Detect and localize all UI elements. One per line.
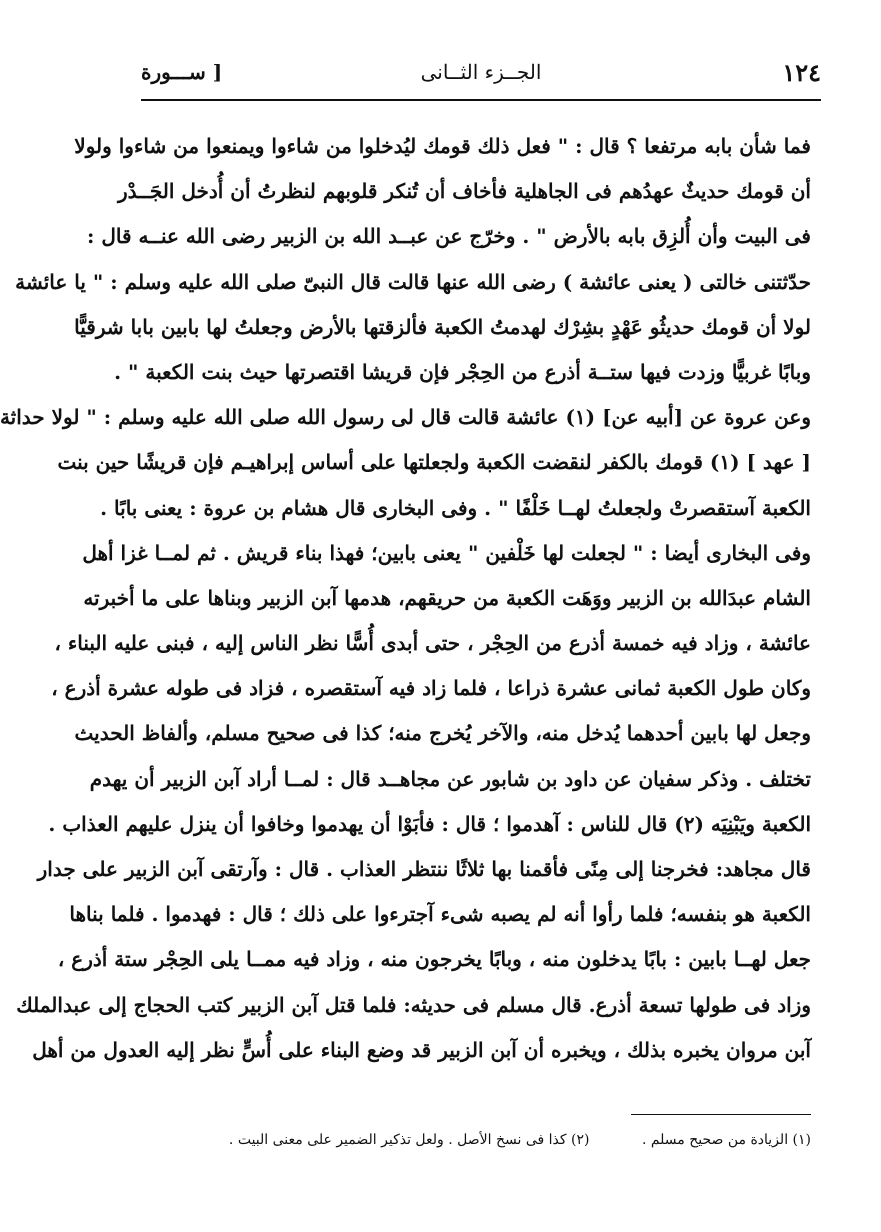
text-line: وكان طول الكعبة ثمانى عشرة ذراعا ، فلما زاد فيه آستقصره ، فزاد فى طوله عشرة أذرع ، [51,676,811,701]
text-line: أن قومك حديثٌ عهدُهم فى الجاهلية فأخاف أن تُنكر قلوبهم لنظرتُ أن أُدخل الجَــدْر [117,179,811,204]
surah-label: [ ســـورة [141,60,223,84]
text-line: الكعبة ويَبْنِيَه (٢) قال للناس : آهدموا ؛ قال : فأبَوْا أن يهدموا وخافوا أن ينزل عليهم العذاب . [48,811,811,836]
text-line: جعل لهــا بابين : بابًا يدخلون منه ، وبابًا يخرجون منه ، وزاد فيه ممــا يلى الحِجْر ستة أذرع ، [57,947,811,972]
text-line: تختلف . وذكر سفيان عن داود بن شابور عن مجاهــد قال : لمــا أراد آبن الزبير أن يهدم [89,766,811,791]
text-line: الكعبة هو بنفسه؛ فلما رأوا أنه لم يصبه شىء آجترءوا على ذلك ؛ قال : فهدموا . فلما بناها [69,902,811,927]
footnote-1: (١) الزيادة من صحيح مسلم . [641,1132,811,1148]
text-line: وجعل لها بابين أحدهما يُدخل منه، والآخر يُخرج منه؛ كذا فى صحيح مسلم، وألفاظ الحديث [74,721,811,746]
text-line: وزاد فى طولها تسعة أذرع. قال مسلم فى حديثه: فلما قتل آبن الزبير كتب الحجاج إلى عبدالملك [16,992,811,1017]
main-text [0,124,811,1073]
header-rule [141,99,821,101]
text-line: وفى البخارى أيضا : " لجعلت لها خَلْفين " يعنى بابين؛ فهذا بناء قريش . ثم لمــا غزا أهل [82,540,811,565]
text-line: آبن مروان يخبره بذلك ، ويخبره أن آبن الزبير قد وضع البناء على أُسٍّ نظر إليه العدول من أهل [32,1037,811,1062]
text-line: الشام عبدَالله بن الزبير ووَهَت الكعبة من حريقهم، هدمها آبن الزبير وبناها على ما أخبرته [83,585,811,610]
text-line: [ عهد ] (١) قومك بالكفر لنقضت الكعبة ولجعلتها على أساس إبراهيـم فإن قريشًا حين بنت [57,450,811,475]
text-line: وبابًا غربيًّا وزدت فيها ستــة أذرع من الحِجْر فإن قريشا اقتصرتها حيث بنت الكعبة " . [114,359,811,384]
page-number: ١٢٤ [782,58,821,87]
text-line: الكعبة آستقصرتْ ولجعلتُ لهــا خَلْفًا " . وفى البخارى قال هشام بن عروة : يعنى بابًا . [100,495,811,520]
footnote-rule [631,1114,811,1115]
text-line: حدّثتنى خالتى ( يعنى عائشة ) رضى الله عنها قالت قال النبىّ صلى الله عليه وسلم : " يا عائشة [15,269,811,294]
page-header [141,58,821,98]
text-line: لولا أن قومك حديثُو عَهْدٍ بشِرْك لهدمتُ الكعبة فألزقتها بالأرض وجعلتُ لها بابين بابا شرقيًّا [74,314,811,339]
text-line: وعن عروة عن [أبيه عن] (١) عائشة قالت قال لى رسول الله صلى الله عليه وسلم : " لولا حداثة [0,405,811,430]
running-title: الجــزء الثــانى [420,60,542,84]
footnotes [151,1132,811,1148]
text-line: عائشة ، وزاد فيه خمسة أذرع من الحِجْر ، حتى أبدى أُسًّا نظر الناس إليه ، فبنى عليه البناء ، [54,631,811,656]
text-line: قال مجاهد: فخرجنا إلى مِنًى فأقمنا بها ثلاثًا ننتظر العذاب . قال : وآرتقى آبن الزبير على جدار [37,857,811,881]
text-line: فى البيت وأن أُلزِق بابه بالأرض " . وخرّج عن عبــد الله بن الزبير رضى الله عنــه قال : [87,224,811,249]
text-line: فما شأن بابه مرتفعا ؟ قال : " فعل ذلك قومك ليُدخلوا من شاءوا ويمنعوا من شاءوا ولولا [74,134,811,158]
footnote-2: (٢) كذا فى نسخ الأصل . ولعل تذكير الضمير على معنى البيت . [228,1132,590,1148]
